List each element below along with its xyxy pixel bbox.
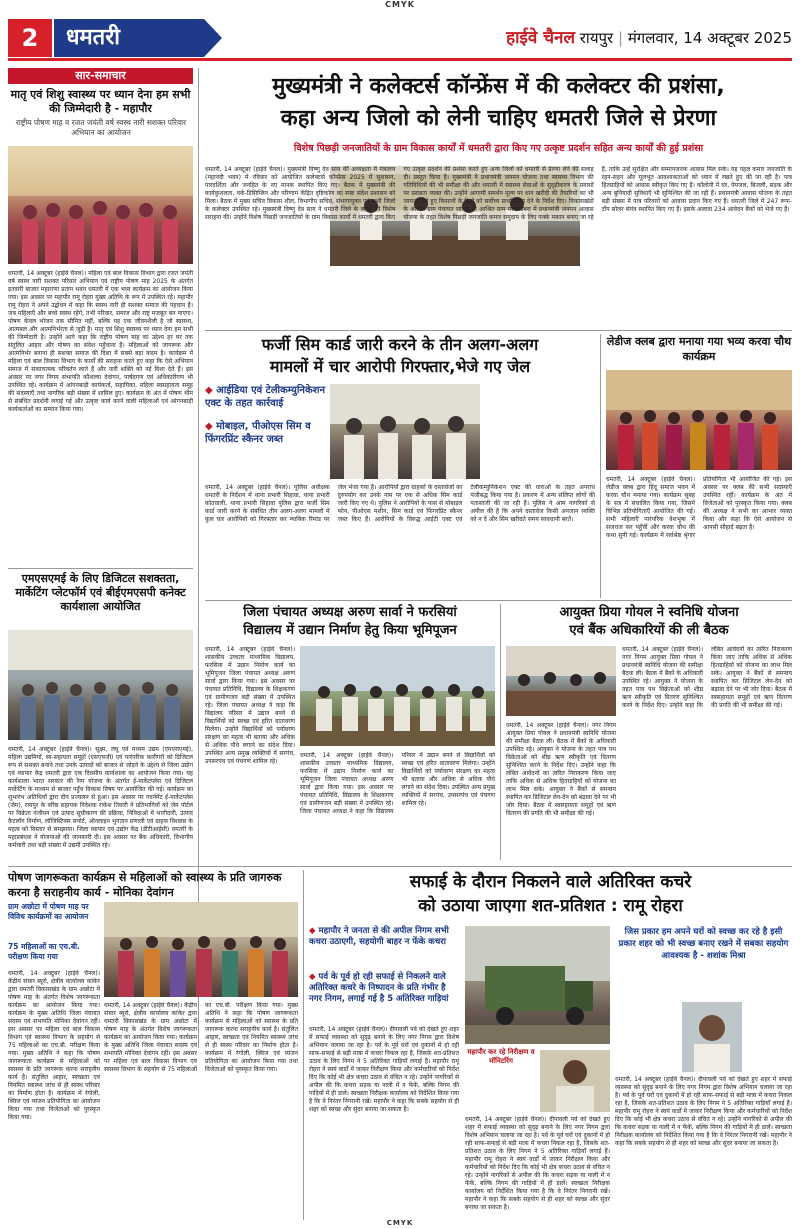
groundbreaking-photo-illustration [300, 646, 495, 746]
commissioner-headline-line1: आयुक्त प्रिया गोयल ने स्वनिधि योजना [559, 605, 739, 620]
nutrition-event-photo-illustration [104, 902, 298, 997]
page-number: 2 [8, 19, 52, 57]
garbage-body-continued-2: धमतरी, 14 अक्टूबर (हाईवे चैनल)। दीपावली पर्व को देखते हुए शहर में सफाई व्यवस्था को सुदृढ़ बनाने के लिए नगर निगम द्वारा विशेष अभियान चलाया जा रहा है। पर्व के पूर्व घरों एवं दुकानों में हो रही साफ-सफाई से बड़ी मात्रा में कचरा निकल रहा है, जिसके शत-प्रतिशत उठाव के लिए निगम ने 5 अतिरिक्त गाड़ियाँ लगाई हैं। महापौर रामू रोहरा ने स्वयं वार्डों में जाकर निरीक्षण किया और कर्मचारियों को निर्देश दिए कि कोई भी क्षेत्र कचरा उठाव से वंचित न रहे। उन्होंने नागरिकों से अपील की कि कचरा सड़क या नाली में न फेंकें, बल्कि निगम की गाड़ियों में ही डालें। स्वच्छता निरीक्षक कार्यालय को निर्देशित किया गया है कि वे निरंतर निगरानी रखें। महापौर ने कहा कि सबके सहयोग से ही शहर को स्वच्छ और सुंदर बनाया जा सकता है। [615, 1076, 792, 1147]
garbage-bullet1: ◆ महापौर ने जनता से की अपील निगम सभी कचरा उठाएगी, सहयोगी बाहर न फेंके कचरा [309, 926, 459, 948]
side-story1-body: धमतरी, 14 अक्टूबर (हाईवे चैनल)। महिला एवं बाल विकास विभाग द्वारा रजत जयंती वर्ष स्वस्थ नारी सशक्त परिवार अभियान एवं राष्ट्रीय पोषण माह 2025 के अंतर्गत इतवारी बाजार महाराणा प्रताप भवन धमतरी में एक भव्य कार्यक्रम का आयोजन किया गया। इस अवसर पर महापौर रामू रोहरा मुख्य अतिथि के रूप में उपस्थित रहे। महापौर रामू रोहरा ने अपने उद्बोधन में कहा कि स्वस्थ नारी ही सशक्त समाज की पहचान है। जब महिलाएँ और बच्चे स्वस्थ रहेंगे, तभी परिवार, समाज और राष्ट्र मजबूत बन पाएगा। पोषण केवल भोजन तक सीमित नहीं, बल्कि यह एक जीवनशैली है जो स्वास्थ्य, आत्मबल और आत्मनिर्भरता से जुड़ी है। मातृ एवं शिशु स्वास्थ्य पर ध्यान देना हम सभी की जिम्मेदारी है। उन्होंने आगे कहा कि राष्ट्रीय पोषण माह का उद्देश्य हर घर तक संतुलित आहार और पोषण का संदेश पहुँचाना है। महिलाओं को जागरूक और आत्मनिर्भर बनाना ही सशक्त समाज की दिशा में सबसे बड़ा कदम है। कार्यक्रम में महिला एवं बाल विकास विभाग के कार्यों की सराहना करते हुए कहा कि ऐसे अभियान समाज में सकारात्मक परिवर्तन लाते हैं और नारी शक्ति को नई दिशा देते हैं। इस अवसर पर नगर निगम सभापति कौशल्या देवांगन, पार्षदगण एवं अधिकारीगण भी उपस्थित रहे। कार्यक्रम में आंगनबाड़ी कार्यकर्ता, सहायिका, महिला स्वसहायता समूह की सदस्याएँ तथा नागरिक बड़ी संख्या में शामिल हुए। कार्यक्रम के अंत में पोषण थीम से संबंधित प्रदर्शनी लगाई गई और उत्कृष्ट कार्य करने वाली महिलाओं एवं आंगनबाड़ी कार्यकर्ताओं का सम्मान किया गया। [8, 270, 193, 413]
commissioner-headline-line2: एवं बैंक अधिकारियों की ली बैठक [569, 623, 729, 638]
sim-accused-photo [330, 384, 480, 479]
column-divider [500, 604, 501, 860]
side-story1-headline: मातृ एवं शिशु स्वास्थ्य पर ध्यान देना हम सभी की जिम्मेदारी है - महापौर [10, 88, 191, 115]
divider [8, 866, 792, 867]
commissioner-photo [506, 646, 616, 716]
nutrition-body-continued: धमतरी, 14 अक्टूबर (हाईवे चैनल)। केंद्रीय संचार ब्यूरो, क्षेत्रीय कार्यालय कांकेर द्वारा धमतरी विकासखंड के ग्राम अछोटा में पोषण माह के अंतर्गत विशेष जागरूकता कार्यक्रम का आयोजन किया गया। कार्यक्रम के मुख्य अतिथि जिला पंचायत सदस्य एवं सभापति मोनिका देवांगन रहीं। इस अवसर पर महिला एवं बाल विकास विभाग एवं स्वास्थ्य विभाग के सहयोग से 75 महिलाओं का एच.बी. परीक्षण किया गया। मुख्य अतिथि ने कहा कि पोषण जागरूकता कार्यक्रम से महिलाओं को स्वास्थ्य के प्रति जागरूक करना सराहनीय कार्य है। संतुलित आहार, स्वच्छता एवं नियमित स्वास्थ्य जांच से ही स्वस्थ परिवार का निर्माण होता है। कार्यक्रम में रंगोली, क्विज एवं व्यंजन प्रतियोगिता का आयोजन किया गया तथा विजेताओं को पुरस्कृत किया गया। [104, 1002, 298, 1073]
mayor-portrait [540, 1050, 610, 1112]
ladies-club-photo [606, 370, 792, 470]
lead-subhead: विशेष पिछड़ी जनजातियों के ग्राम विकास कार्यों में धमतरी द्वारा किए गए उत्कृष्ट प्रदर्शन सहित अन्य कार्यों की हुई प्रशंसा [205, 142, 792, 156]
workshop-photo-illustration [8, 630, 193, 740]
nutrition-body-col2 [104, 1002, 298, 1220]
sim-body: धमतरी, 14 अक्टूबर (हाईवे चैनल)। पुलिस अधीक्षक धमतरी के निर्देशन में थाना प्रभारी सिहावा, थाना प्रभारी कोतवाली, थाना प्रभारी सिहावा पुलिस द्वारा फर्जी सिम कार्ड जारी करने के संबंधित तीन अलग-अलग मामलों में कुल चार आरोपियों को गिरफ्तार कर न्यायिक रिमांड पर जेल भेजा गया है। आरोपियों द्वारा ग्राहकों के दस्तावेजों का दुरुपयोग कर उनके नाम पर एक से अधिक सिम कार्ड जारी किए गए थे। पुलिस ने आरोपियों के पास से मोबाइल फोन, पीओएस मशीन, सिम कार्ड एवं फिंगरप्रिंट स्कैनर जब्त किए हैं। आरोपियों के विरुद्ध आईटी एक्ट एवं टेलीकम्युनिकेशन एक्ट की धाराओं के तहत अपराध पंजीबद्ध किया गया है। प्रकरण में अन्य संलिप्त लोगों की पतासाजी की जा रही है। पुलिस ने आम नागरिकों से अपील की है कि अपने दस्तावेज किसी अनजान व्यक्ति को न दें और सिम खरीदते समय सावधानी बरतें। [205, 484, 595, 523]
lead-body-text: धमतरी, 14 अक्टूबर (हाईवे चैनल)। मुख्यमंत्री विष्णु देव साय की अध्यक्षता में मंत्रालय (महानदी भवन) में रविवार को आयोजित कलेक्टर्स कॉन्फ्रेंस 2025 में सुशासन, पारदर्शिता और जनहित के नए मानक स्थापित किए गए। बैठक में मुख्यमंत्री की कार्यकुशलता, वर्क-डिसिप्लिन और परिणाम केंद्रित दृष्टिकोण का स्पष्ट संदेश प्रशासन को मिला। बैठक में मुख्य सचिव विकास शील, विभागीय सचिव, संभागायुक्त एवं सभी जिलों के कलेक्टर उपस्थित रहे। मुख्यमंत्री विष्णु देव साय ने धमतरी जिले के कार्यों की विशेष सराहना की। उन्होंने विशेष पिछड़ी जनजातियों के ग्राम विकास कार्यों में धमतरी द्वारा किए गए उत्कृष्ट प्रदर्शन की प्रशंसा करते हुए अन्य जिलों को धमतरी से प्रेरणा लेने की सलाह दी। प्रस्तुत किया है। मुख्यमंत्री ने प्रधानमंत्री जनमन योजना तथा स्वास्थ्य विभाग की गतिविधियों की भी समीक्षा की और धमतरी में स्वास्थ्य सेवाओं के सुदृढ़ीकरण के प्रयासों पर प्रसन्नता व्यक्त की। उन्होंने आगामी समर्थन मूल्य पर धान खरीदी की तैयारियों का भी जायजा लेते हुए किसानों के हितों को सर्वोच्च प्राथमिकता देने के निर्देश दिए। विकासखंडों के अंतर्गत ग्राम पंचायत सांकरा के आश्रित ग्राम मसानडबरा में प्रधानमंत्री जनमन आवास योजना के तहत विशेष पिछड़ी जनजाति कमार समुदाय के लिए पक्के मकान बनाए जा रहे हैं, ताकि उन्हें सुरक्षित और सम्मानजनक आवास मिल सके। यह पहल कमार जनजाति के रहन-सहन और मूलभूत आवश्यकताओं को ध्यान में रखते हुए की जा रही है। पात्र हितग्राहियों को आवास स्वीकृत किए गए हैं। कॉलोनी में घर, पेयजल, बिजली, सड़क और अन्य बुनियादी सुविधाएँ भी सुनिश्चित की जा रही हैं। प्रधानमंत्री आवास योजना के तहत बड़ी संख्या में पात्र परिवारों को आवास प्रदान किए गए हैं। धमतरी जिले में 247 रूफ-टॉप सोलर संयंत्र स्थापित किए गए हैं। इसके अलावा 234 आवेदन बैंकों को भेजे गए हैं। [205, 166, 792, 221]
lead-body [205, 166, 792, 326]
commissioner-body-right: धमतरी, 14 अक्टूबर (हाईवे चैनल)। नगर निगम आयुक्त प्रिया गोयल ने प्रधानमंत्री स्वनिधि योजना की समीक्षा बैठक ली। बैठक में बैंकों के अधिकारी उपस्थित रहे। आयुक्त ने योजना के तहत पात्र पथ विक्रेताओं को शीघ्र ऋण स्वीकृति एवं वितरण सुनिश्चित करने के निर्देश दिए। उन्होंने कहा कि लंबित आवेदनों का त्वरित निराकरण किया जाए ताकि अधिक से अधिक हितग्राहियों को योजना का लाभ मिल सके। आयुक्त ने बैंकों से समन्वय स्थापित कर डिजिटल लेन-देन को बढ़ावा देने पर भी जोर दिया। बैठक में स्वसहायता समूहों एवं ऋण वितरण की प्रगति की भी समीक्षा की गई। [622, 646, 792, 709]
panchayat-body-col1: धमतरी, 14 अक्टूबर (हाईवे चैनल)। शासकीय उच्चतर माध्यमिक विद्यालय, फरसिया में उद्यान निर्माण कार्य का भूमिपूजन जिला पंचायत अध्यक्ष अरुण सार्वा द्वारा किया गया। इस अवसर पर पंचायत प्रतिनिधि, विद्यालय के शिक्षकगण एवं ग्रामीणजन बड़ी संख्या में उपस्थित रहे। जिला पंचायत अध्यक्ष ने कहा कि विद्यालय परिसर में उद्यान बनने से विद्यार्थियों को स्वच्छ एवं हरित वातावरण मिलेगा। उन्होंने विद्यार्थियों को पर्यावरण संरक्षण का महत्व भी बताया और अधिक से अधिक पौधे लगाने का संदेश दिया। उपस्थित अन्य प्रमुख व्यक्तियों में सरपंच, उपसरपंच एवं पंचगण शामिल रहे। [205, 646, 295, 765]
sim-bullet1: ◆ आईडिया एवं टेलीकम्युनिकेशन एक्ट के तहत कार्रवाई [205, 384, 325, 410]
commissioner-body-left [506, 722, 616, 858]
garbage-photo-caption: महापौर कर रहे निरीक्षण व मॉनिटरिंग [467, 1048, 535, 1065]
lead-headline-line2: कहा अन्य जिलो को लेनी चाहिए धमतरी जिले से प्रेरणा [280, 106, 717, 131]
panchayat-body-col2 [300, 752, 495, 858]
quote-portrait [682, 1002, 742, 1072]
print-mark-top: CMYK [385, 0, 415, 9]
side-story1-subhead: राष्ट्रीय पोषण माह व रजत जयंती वर्ष स्वस्थ नारी सशक्त परिवार अभियान का आयोजन [15, 118, 187, 137]
brand-name: हाईवे चैनल [506, 28, 576, 48]
garbage-truck-illustration [465, 926, 610, 1044]
panchayat-photo [300, 646, 495, 746]
side-story1-photo [8, 146, 193, 264]
garbage-body-continued: धमतरी, 14 अक्टूबर (हाईवे चैनल)। दीपावली पर्व को देखते हुए शहर में सफाई व्यवस्था को सुदृढ़ बनाने के लिए नगर निगम द्वारा विशेष अभियान चलाया जा रहा है। पर्व के पूर्व घरों एवं दुकानों में हो रही साफ-सफाई से बड़ी मात्रा में कचरा निकल रहा है, जिसके शत-प्रतिशत उठाव के लिए निगम ने 5 अतिरिक्त गाड़ियाँ लगाई हैं। महापौर रामू रोहरा ने स्वयं वार्डों में जाकर निरीक्षण किया और कर्मचारियों को निर्देश दिए कि कोई भी क्षेत्र कचरा उठाव से वंचित न रहे। उन्होंने नागरिकों से अपील की कि कचरा सड़क या नाली में न फेंकें, बल्कि निगम की गाड़ियों में ही डालें। स्वच्छता निरीक्षक कार्यालय को निर्देशित किया गया है कि वे निरंतर निगरानी रखें। महापौर ने कहा कि सबके सहयोग से ही शहर को स्वच्छ और सुंदर बनाया जा सकता है। [465, 1116, 610, 1211]
section-title: धमतरी [54, 19, 204, 57]
column-divider [198, 68, 199, 1048]
lead-headline-line1: मुख्यमंत्री ने कलेक्टर्स कॉन्फ्रेंस में की कलेक्टर की प्रशंसा, [272, 74, 725, 99]
ladies-club-body: धमतरी, 14 अक्टूबर (हाईवे चैनल)। लेडीज क्लब द्वारा हिंदू समाज भवन में करवा चौथ मनाया गया। कार्यक्रम सुबह के सत्र में संचालित किया गया, जिसमें विभिन्न प्रतियोगिताएँ आयोजित की गईं। सभी महिलाएँ पारंपरिक वेशभूषा में सजधज कर पहुँचीं और करवा चौथ की कथा सुनी गई। कार्यक्रम में सर्वश्रेष्ठ श्रृंगार प्रतियोगिता भी आयोजित की गई। इस अवसर पर क्लब की सभी सदस्याएँ उपस्थित रहीं। कार्यक्रम के अंत में विजेताओं को पुरस्कृत किया गया। क्लब की अध्यक्ष ने सभी का आभार व्यक्त किया और कहा कि ऐसे आयोजन से आपसी सौहार्द बढ़ता है। [606, 476, 792, 539]
portrait-illustration [540, 1050, 610, 1112]
masthead-brand-line: हाईवे चैनल रायपुर | मंगलवार, 14 अक्टूबर 2025 [506, 28, 792, 48]
column-divider [600, 334, 601, 598]
nutrition-body-col1: धमतरी, 14 अक्टूबर (हाईवे चैनल)। केंद्रीय संचार ब्यूरो, क्षेत्रीय कार्यालय कांकेर द्वारा धमतरी विकासखंड के ग्राम अछोटा में पोषण माह के अंतर्गत विशेष जागरूकता कार्यक्रम का आयोजन किया गया। कार्यक्रम के मुख्य अतिथि जिला पंचायत सदस्य एवं सभापति मोनिका देवांगन रहीं। इस अवसर पर महिला एवं बाल विकास विभाग एवं स्वास्थ्य विभाग के सहयोग से 75 महिलाओं का एच.बी. परीक्षण किया गया। मुख्य अतिथि ने कहा कि पोषण जागरूकता कार्यक्रम से महिलाओं को स्वास्थ्य के प्रति जागरूक करना सराहनीय कार्य है। संतुलित आहार, स्वच्छता एवं नियमित स्वास्थ्य जांच से ही स्वस्थ परिवार का निर्माण होता है। कार्यक्रम में रंगोली, क्विज एवं व्यंजन प्रतियोगिता का आयोजन किया गया तथा विजेताओं को पुरस्कृत किया गया। [8, 970, 100, 1121]
garbage-quote: जिस प्रकार हम अपने घरों को स्वच्छ कर रहे है इसी प्रकार शहर को भी स्वच्छ बनाए रखने में सबका सहयोग आवश्यक है - शशांक मिश्रा [618, 927, 789, 961]
group-photo-illustration [8, 146, 193, 264]
garbage-body-col3 [615, 1076, 792, 1220]
karwa-chauth-photo-illustration [606, 370, 792, 470]
print-mark-bottom: CMYK [386, 1219, 414, 1227]
garbage-bullet2: ◆ पर्व के पूर्व हो रही सफाई से निकलने वाले अतिरिक्त कचरे के निष्पादन के प्रति गंभीर है नगर निगम, लगाई गई है 5 अतिरिक्त गाड़ियां [309, 972, 459, 1005]
police-photo-illustration [330, 384, 480, 479]
ladies-club-headline: लेडीज क्लब द्वारा मनाया गया भव्य करवा चौथ कार्यक्रम [606, 335, 792, 363]
garbage-truck-photo [465, 926, 610, 1044]
nutrition-side-note1: ग्राम अछोटा में पोषण माह पर विविध कार्यक्रमों का आयोजन [8, 902, 89, 921]
panchayat-headline-line2: विद्यालय में उद्यान निर्माण हेतु किया भूमिपूजन [243, 623, 457, 638]
divider [205, 600, 792, 601]
divider [8, 568, 193, 569]
side-story2-photo [8, 630, 193, 740]
commissioner-body-continued: धमतरी, 14 अक्टूबर (हाईवे चैनल)। नगर निगम आयुक्त प्रिया गोयल ने प्रधानमंत्री स्वनिधि योजना की समीक्षा बैठक ली। बैठक में बैंकों के अधिकारी उपस्थित रहे। आयुक्त ने योजना के तहत पात्र पथ विक्रेताओं को शीघ्र ऋण स्वीकृति एवं वितरण सुनिश्चित करने के निर्देश दिए। उन्होंने कहा कि लंबित आवेदनों का त्वरित निराकरण किया जाए ताकि अधिक से अधिक हितग्राहियों को योजना का लाभ मिल सके। आयुक्त ने बैंकों से समन्वय स्थापित कर डिजिटल लेन-देन को बढ़ावा देने पर भी जोर दिया। बैठक में स्वसहायता समूहों एवं ऋण वितरण की प्रगति की भी समीक्षा की गई। [506, 722, 616, 817]
side-story2-headline: एमएसएमई के लिए डिजिटल सशक्तता, मार्केटिंग प्लेटफॉर्म एवं बीईएमएसपी कनेक्ट कार्यशाला आयोजित [15, 572, 186, 613]
garbage-body-col2 [465, 1116, 610, 1220]
garbage-headline-line1: सफाई के दौरान निकलने वाले अतिरिक्त कचरे [409, 872, 692, 892]
side-story2-body: धमतरी, 14 अक्टूबर (हाईवे चैनल)। सूक्ष्म, लघु एवं मध्यम उद्यम (एमएसएमई), महिला उद्यमियों, स्व-सहायता समूहों (एसएचजी) एवं पारंपरिक कारीगरों को डिजिटल रूप से सशक्त बनाने तथा उनके उत्पादों को बाजार से जोड़ने के उद्देश्य से जिला उद्योग एवं व्यापार केंद्र धमतरी द्वारा एक दिवसीय कार्यशाला का आयोजन किया गया। यह कार्यशाला भारत सरकार की रैम्प योजना के अंतर्गत ई-मार्केटप्लेस एवं डिजिटल मार्केटिंग के माध्यम से बाजार पहुँच विकास विषय पर आयोजित की गई। कार्यक्रम का शुभारंभ अतिथियों द्वारा दीप प्रज्वलन से हुआ। इस अवसर पर गवर्नमेंट ई-मार्केटप्लेस (जेम), रायपुर के वरिष्ठ सहायक निदेशक राकेश तिवारी ने प्रतिभागियों को जेम पोर्टल पर विक्रेता पंजीयन एवं उत्पाद सूचीकरण की प्रक्रिया, निविदाओं में भागीदारी, उत्पाद कैटलॉग निर्माण, लॉजिस्टिक्स सपोर्ट, ऑनलाइन भुगतान प्रणाली एवं ग्राहक विश्वास के महत्व को विस्तार से समझाया। जिला व्यापार एवं उद्योग केंद्र (डीटीआईसी) धमतरी के महाप्रबंधक ने योजनाओं की जानकारी दी। इस अवसर पर बैंक अधिकारी, विभागीय कर्मचारी तथा बड़ी संख्या में उद्यमी उपस्थित रहे। [8, 746, 193, 849]
divider [205, 330, 792, 331]
issue-date: मंगलवार, 14 अक्टूबर 2025 [627, 29, 792, 47]
panchayat-headline-line1: जिला पंचायत अध्यक्ष अरुण सार्वा ने फरसियां [243, 605, 457, 620]
nutrition-photo [104, 902, 298, 997]
garbage-headline-line2: को उठाया जाएगा शत-प्रतिशत : रामू रोहरा [418, 896, 683, 916]
garbage-body-col1: धमतरी, 14 अक्टूबर (हाईवे चैनल)। दीपावली पर्व को देखते हुए शहर में सफाई व्यवस्था को सुदृढ़ बनाने के लिए नगर निगम द्वारा विशेष अभियान चलाया जा रहा है। पर्व के पूर्व घरों एवं दुकानों में हो रही साफ-सफाई से बड़ी मात्रा में कचरा निकल रहा है, जिसके शत-प्रतिशत उठाव के लिए निगम ने 5 अतिरिक्त गाड़ियाँ लगाई हैं। महापौर रामू रोहरा ने स्वयं वार्डों में जाकर निरीक्षण किया और कर्मचारियों को निर्देश दिए कि कोई भी क्षेत्र कचरा उठाव से वंचित न रहे। उन्होंने नागरिकों से अपील की कि कचरा सड़क या नाली में न फेंकें, बल्कि निगम की गाड़ियों में ही डालें। स्वच्छता निरीक्षक कार्यालय को निर्देशित किया गया है कि वे निरंतर निगरानी रखें। महापौर ने कहा कि सबके सहयोग से ही शहर को स्वच्छ और सुंदर बनाया जा सकता है। [309, 1026, 459, 1113]
sim-bullet2: ◆ मोबाइल, पीओएस सिम व फिंगरप्रिंट स्कैनर जब्त [205, 420, 325, 446]
sim-headline-line1: फर्जी सिम कार्ड जारी करने के तीन अलग-अलग [261, 335, 539, 354]
nutrition-headline: पोषण जागरूकता कार्यक्रम से महिलाओं को स्वास्थ्य के प्रति जागरुक करना है सराहनीय कार्य - मोनिका देवांगन [8, 871, 282, 899]
side-column-header: सार-समाचार [8, 68, 193, 84]
column-divider [303, 870, 304, 1220]
nutrition-side-note2: 75 महिलाओं का एच.बी. परीक्षण किया गया [8, 942, 80, 961]
masthead [8, 13, 792, 61]
location: रायपुर [579, 29, 614, 47]
portrait-illustration [682, 1002, 742, 1072]
meeting-photo-illustration [506, 646, 616, 716]
sim-headline-line2: मामलों में चार आरोपी गिरफ्तार,भेजे गए जेल [269, 357, 531, 376]
panchayat-body-continued: धमतरी, 14 अक्टूबर (हाईवे चैनल)। शासकीय उच्चतर माध्यमिक विद्यालय, फरसिया में उद्यान निर्माण कार्य का भूमिपूजन जिला पंचायत अध्यक्ष अरुण सार्वा द्वारा किया गया। इस अवसर पर पंचायत प्रतिनिधि, विद्यालय के शिक्षकगण एवं ग्रामीणजन बड़ी संख्या में उपस्थित रहे। जिला पंचायत अध्यक्ष ने कहा कि विद्यालय परिसर में उद्यान बनने से विद्यार्थियों को स्वच्छ एवं हरित वातावरण मिलेगा। उन्होंने विद्यार्थियों को पर्यावरण संरक्षण का महत्व भी बताया और अधिक से अधिक पौधे लगाने का संदेश दिया। उपस्थित अन्य प्रमुख व्यक्तियों में सरपंच, उपसरपंच एवं पंचगण शामिल रहे। [300, 752, 495, 815]
